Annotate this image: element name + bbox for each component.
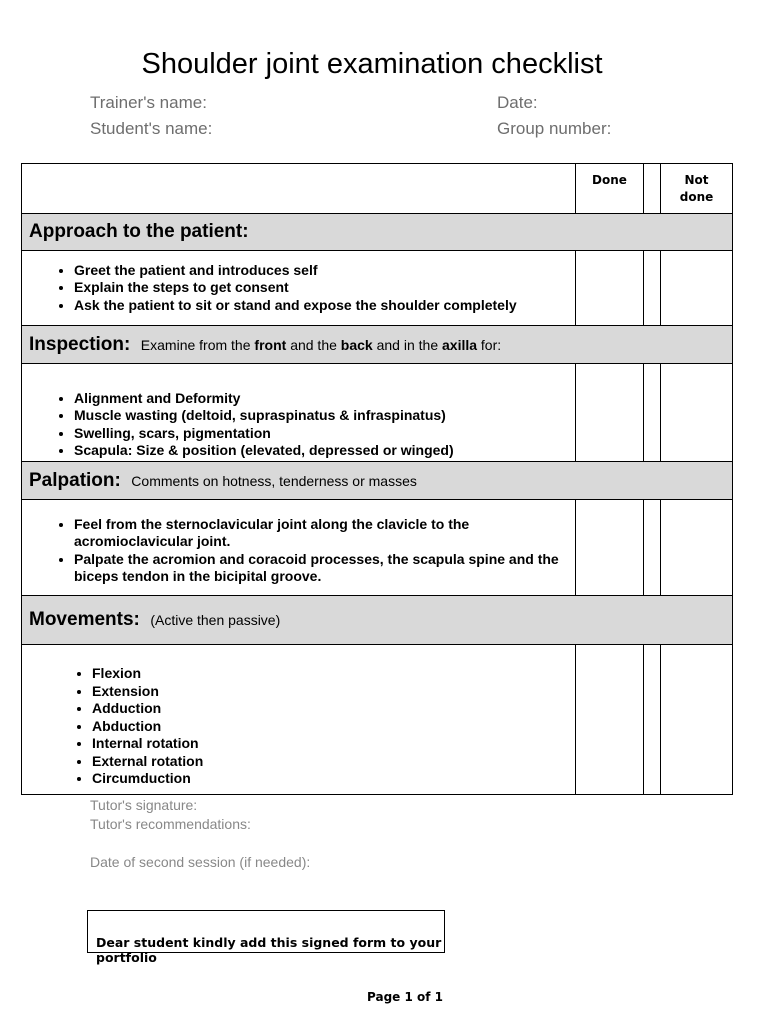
palpation-not-done-checkbox[interactable] xyxy=(661,500,733,596)
section-header-palpation xyxy=(22,462,733,500)
note-text: and the xyxy=(290,336,337,353)
palpation-section-note: Comments on hotness, tenderness or masses xyxy=(131,472,417,489)
portfolio-notice-box xyxy=(87,910,445,965)
header-blank-cell xyxy=(22,164,576,214)
second-session-label: Date of second session (if needed): xyxy=(90,854,311,870)
not-done-column-header xyxy=(661,164,733,214)
column-gap xyxy=(644,645,661,795)
inspection-items-row xyxy=(22,364,733,462)
movements-list xyxy=(22,665,575,788)
inspection-not-done-checkbox[interactable] xyxy=(661,364,733,462)
note-text: and in the xyxy=(376,336,439,353)
tutor-signature-label: Tutor's signature: xyxy=(90,797,198,813)
movements-section-title: Movements: xyxy=(29,609,140,630)
column-gap xyxy=(644,364,661,462)
note-text: Examine from the xyxy=(140,336,251,353)
inspection-items-cell xyxy=(22,364,576,462)
list-item: • External rotation xyxy=(92,753,575,771)
movements-section-note: (Active then passive) xyxy=(150,612,281,628)
approach-items-cell xyxy=(22,251,576,326)
approach-list xyxy=(22,262,575,315)
list-item: • Swelling, scars, pigmentation xyxy=(74,425,575,443)
palpation-section-title-cell xyxy=(22,462,733,500)
palpation-items-cell xyxy=(22,500,576,596)
approach-items-row xyxy=(22,251,733,326)
section-header-approach xyxy=(22,214,733,251)
page-title: Shoulder joint examination checklist xyxy=(141,48,603,80)
note-emphasis-back: back xyxy=(340,336,373,353)
inspection-section-title-cell xyxy=(22,326,733,364)
section-header-movements xyxy=(22,596,733,645)
list-item: • Explain the steps to get consent xyxy=(74,279,575,297)
table-header-row xyxy=(22,164,733,214)
list-item: • Ask the patient to sit or stand and expose the shoulder completely xyxy=(74,297,575,315)
list-item: • Palpate the acromion and coracoid processes, the scapula spine and the biceps tendon in the bicipital groove. xyxy=(74,551,559,586)
inspection-list xyxy=(22,390,575,460)
portfolio-notice-text: Dear student kindly add this signed form to your portfolio xyxy=(96,935,442,965)
movements-items-row xyxy=(22,645,733,795)
inspection-section-note xyxy=(141,337,501,353)
movements-done-checkbox[interactable] xyxy=(576,645,644,795)
list-item: • Feel from the sternoclavicular joint along the clavicle to the acromioclavicular joint. xyxy=(74,516,559,551)
checklist-table xyxy=(21,163,733,795)
movements-items-cell xyxy=(22,645,576,795)
column-gap xyxy=(644,164,661,214)
list-item: • Circumduction xyxy=(92,770,575,788)
list-item: • Adduction xyxy=(92,700,575,718)
approach-not-done-checkbox[interactable] xyxy=(661,251,733,326)
column-gap xyxy=(644,251,661,326)
inspection-section-title: Inspection: xyxy=(29,333,131,355)
page-number: Page 1 of 1 xyxy=(367,990,443,1004)
list-item: • Muscle wasting (deltoid, supraspinatus & infraspinatus) xyxy=(74,407,575,425)
list-item: • Scapula: Size & position (elevated, depressed or winged) xyxy=(74,442,575,460)
student-name-label: Student's name: xyxy=(90,119,213,138)
note-emphasis-axilla: axilla xyxy=(442,336,478,353)
movements-not-done-checkbox[interactable] xyxy=(661,645,733,795)
date-label: Date: xyxy=(497,93,538,112)
list-item: • Abduction xyxy=(92,718,575,736)
list-item: • Greet the patient and introduces self xyxy=(74,262,575,280)
list-item: • Alignment and Deformity xyxy=(74,390,575,408)
approach-done-checkbox[interactable] xyxy=(576,251,644,326)
group-number-label: Group number: xyxy=(497,119,612,138)
note-emphasis-front: front xyxy=(254,336,287,353)
approach-section-title: Approach to the patient: xyxy=(29,221,249,242)
column-gap xyxy=(644,500,661,596)
palpation-list xyxy=(22,516,575,586)
done-column-header: Done xyxy=(576,164,644,214)
not-done-label: Not done xyxy=(679,173,714,204)
list-item: • Internal rotation xyxy=(92,735,575,753)
trainer-name-label: Trainer's name: xyxy=(90,93,207,112)
inspection-done-checkbox[interactable] xyxy=(576,364,644,462)
movements-section-title-cell xyxy=(22,596,733,645)
tutor-recommendations-label: Tutor's recommendations: xyxy=(90,816,251,832)
palpation-done-checkbox[interactable] xyxy=(576,500,644,596)
note-text: for: xyxy=(480,336,502,353)
palpation-items-row xyxy=(22,500,733,596)
approach-section-title-cell xyxy=(22,214,733,251)
section-header-inspection xyxy=(22,326,733,364)
palpation-section-title: Palpation: xyxy=(29,469,121,491)
list-item: • Flexion xyxy=(92,665,575,683)
list-item: • Extension xyxy=(92,683,575,701)
